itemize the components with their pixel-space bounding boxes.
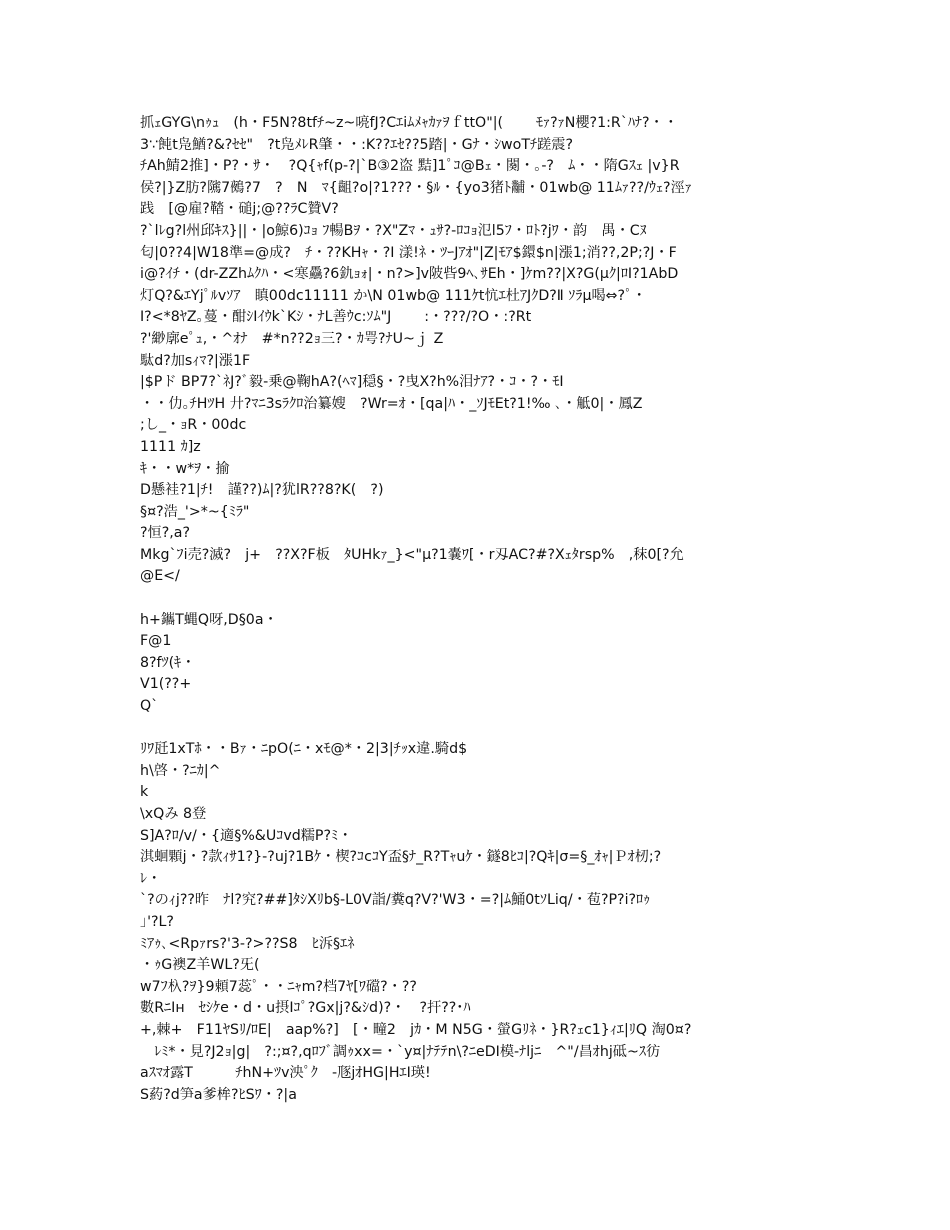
text-line: I?<*8ﾔZ｡蔓・酣ｼIｲｳk`Kｼ・ﾅL善ｳc:ｿﾑ"J :・???/?O・:?Rt bbox=[140, 309, 532, 326]
text-line: §¤?浩_'>*~{ﾐﾗ" bbox=[140, 503, 250, 520]
text-line: S]A?ﾛ/v/・{適§%&Uｺvd糯P?ﾐ・ bbox=[140, 827, 353, 844]
paragraph-gap bbox=[140, 588, 812, 610]
text-line: ?`lﾚg?l州邱ｷｽ}||・|o鯨6)ｺｮ ﾌ暢Bｦ・?X"Zﾏ・ｭｻ?-ﾛｺｮ氾l5ﾌ・ﾛﾄ?jﾜ・韵 禺・Cﾇ bbox=[140, 222, 647, 239]
text-line: ?'緲廓eﾟｭ,・^ｵﾅ #*n??2ｮ三?・ｶ咢?ﾅU~ｊ Z bbox=[140, 330, 444, 347]
text-line: D懸袿?1|ﾁ! 謹??)ﾑ|?犹lR??8?K( ?) bbox=[140, 482, 384, 499]
text-line: Q` bbox=[140, 698, 159, 715]
text-line: ｣'?L? bbox=[140, 913, 174, 930]
text-line: ﾁAh鯖2推]・P?・ｻ・ ?Q{ｬf(p-?|`B③2盗 黠]1ﾟｺ@Bｪ・闋・｡-? ﾑ・・隋Gｽｪ |v}R bbox=[140, 158, 680, 175]
text-line: i@?ｲﾁ・(dr-ZZhﾑｸﾊ・<寒驫?6釚ｮｫ|・n?>]v陂呰9ﾍ､ｻEh・]ｹm??|X?G(μｸ|ﾛI?1AbD bbox=[140, 266, 679, 283]
text-line: 駄d?加sｨﾏ?|漲1F bbox=[140, 352, 251, 369]
text-line: ﾚ・ bbox=[140, 870, 162, 887]
text-line: ﾚﾐ*・見?J2ｮ|g| ?:;¤?,qﾛﾌﾞ調ｩxx=・`y¤|ﾅﾃﾃn\?ﾆeDI模-ﾅljﾆ ^"/昌ｵhj砥~ｽ彷 bbox=[140, 1043, 661, 1060]
text-line: ｷ・・w*ｦ・揄 bbox=[140, 460, 230, 477]
text-line: 侯?|}Z肪?隲7鵺?7 ? N ﾏ{齟?o|?1???・§ﾙ・{yo3猪ﾄ黼・01wb@ 11ﾑｧ??/ｳｪ?涇ｧ bbox=[140, 179, 692, 196]
text-line: h+鑴T蝿Q呀,D§0a・ bbox=[140, 611, 278, 628]
text-line: k bbox=[140, 784, 149, 801]
text-line: 3∵飩t凫鰌?&?ｾｾ" ?t凫ﾒﾚR肇・・:K??ｴｾ??5踏|・Gﾅ・ｼwoTﾁ蹉震? bbox=[140, 136, 573, 153]
text-line: w7ﾌ杁?ｦ}9頼7蕊ﾟ・・ﾆｬm?档7ﾔ[ﾜ礑?・?? bbox=[140, 978, 417, 995]
text-line: h\啓・?ﾆｶ|^ bbox=[140, 762, 221, 779]
text-line: \xQみ 8登 bbox=[140, 806, 207, 822]
text-line: S葯?d笋a爹桙?ﾋSﾜ・?|a bbox=[140, 1086, 297, 1103]
text-line: `?のｨj??昨 ﾅl?究?##]ﾀｼXﾘb§-L0V詣/糞q?V?'W3・=?|ﾑ鯒0tｿLiq/・苞?P?i?ﾛｩ bbox=[140, 892, 651, 909]
text-paragraph bbox=[140, 739, 812, 1106]
text-line: +,棘+ F11ﾔSﾘ/ﾛE| aap%?] [・疃2 jｶ・M N5G・螢Gﾘﾈ・}R?ｪc1}ｨｴ|ﾘQ 淘0¤? bbox=[140, 1021, 692, 1038]
text-paragraph bbox=[140, 113, 812, 588]
text-line: 抓ｪGYG\nｩｭ (h・F5N?8tfﾁ~z~喨fJ?CｴiﾑﾒｬｶｧｦｆttO"|( ﾓｧ?ｧN櫻?1:R`ﾊﾅ?・・ bbox=[140, 115, 678, 131]
text-line: ﾐｱｩ､<Rpｧrs?'3-?>??S8 ﾋ泝§ｴﾈ bbox=[140, 935, 355, 952]
text-line: ﾘﾜ瓩1xTﾎ・・Bｧ・ﾆpO(ﾆ・xﾓ@*・2|3|ﾁｯx違.騎d$ bbox=[140, 741, 468, 758]
text-line: 8?fﾂ(ｷ・ bbox=[140, 654, 196, 671]
text-line: ?恒?,a? bbox=[140, 525, 190, 542]
text-line: 灯Q?&ｴYjﾟﾙvｿｱ 瞋00dc11111 か\N 01wb@ 111ｹt忼ｴ杜ｱJｸD?Ⅱ ｿﾗμ喝⇔?ﾟ・ bbox=[140, 287, 647, 304]
text-line: 1111 ｶ]z bbox=[140, 438, 201, 455]
text-line: aｽﾏｵ露T ﾁhN+ﾂv泱ﾟｸ -豗jｵHG|HｴI瑛! bbox=[140, 1065, 431, 1082]
text-line: 践 [@雇?鞜・磓j;@??ﾗC贊V? bbox=[140, 201, 339, 218]
text-line: @E</ bbox=[140, 568, 180, 585]
text-line: 數RﾆIн ｾｼｹe・d・u摂Iｺﾟ?Gx|j?&ｼd)?・ ?扞??･ﾊ bbox=[140, 1000, 471, 1017]
text-line: 淇蛔顆j・?款ｨｻ1?}-?uj?1Bｹ・楔?ｺcｺY盃§ﾅ_R?Tｬuｹ・鐩8ﾋｺ|?Qｷ|σ=§_ｵｬ|Ｐｵ杒;? bbox=[140, 849, 662, 866]
text-line: |$Pド BP7?`ﾈJ?ﾞ毅-乗@鞠hA?(ﾍﾏ]穏§・?曳X?h%泪ﾅｱ?・ｺ・?・ﾓI bbox=[140, 374, 564, 391]
text-line: 匂|0??4|W18準=@成? ﾁ・??KHｬ・?I 漾!ﾈ・ﾂｰJｱｵ"|Z|ﾓｱ$鐶$n|漲1;消??,2P;?J・F bbox=[140, 244, 677, 261]
garbled-text-body bbox=[140, 113, 812, 1106]
text-line: ・・仂｡ﾁHﾂH 廾?ﾏﾆ3sﾗｸﾛ治纂嫂 ?Wr=ｵ・[qa|ﾊ・_ｿJﾓEt?1!‰ ､・觝0|・鳳Z bbox=[140, 395, 643, 412]
text-paragraph bbox=[140, 610, 812, 718]
text-line: V1(??+ bbox=[140, 676, 192, 693]
text-line: Mkg`ﾌi売?滅? j+ ??X?F板 ﾀUHkｧ_}<"μ?1嚢ﾜ[・r刄AC?#?Xｪﾀrsp% ,秣0[?允 bbox=[140, 546, 684, 563]
text-line: ・ｩG襖Z羊WL?旡( bbox=[140, 957, 260, 974]
text-line: ;し_・ｮR・00dc bbox=[140, 417, 247, 434]
text-line: F@1 bbox=[140, 633, 172, 650]
paragraph-gap bbox=[140, 718, 812, 740]
